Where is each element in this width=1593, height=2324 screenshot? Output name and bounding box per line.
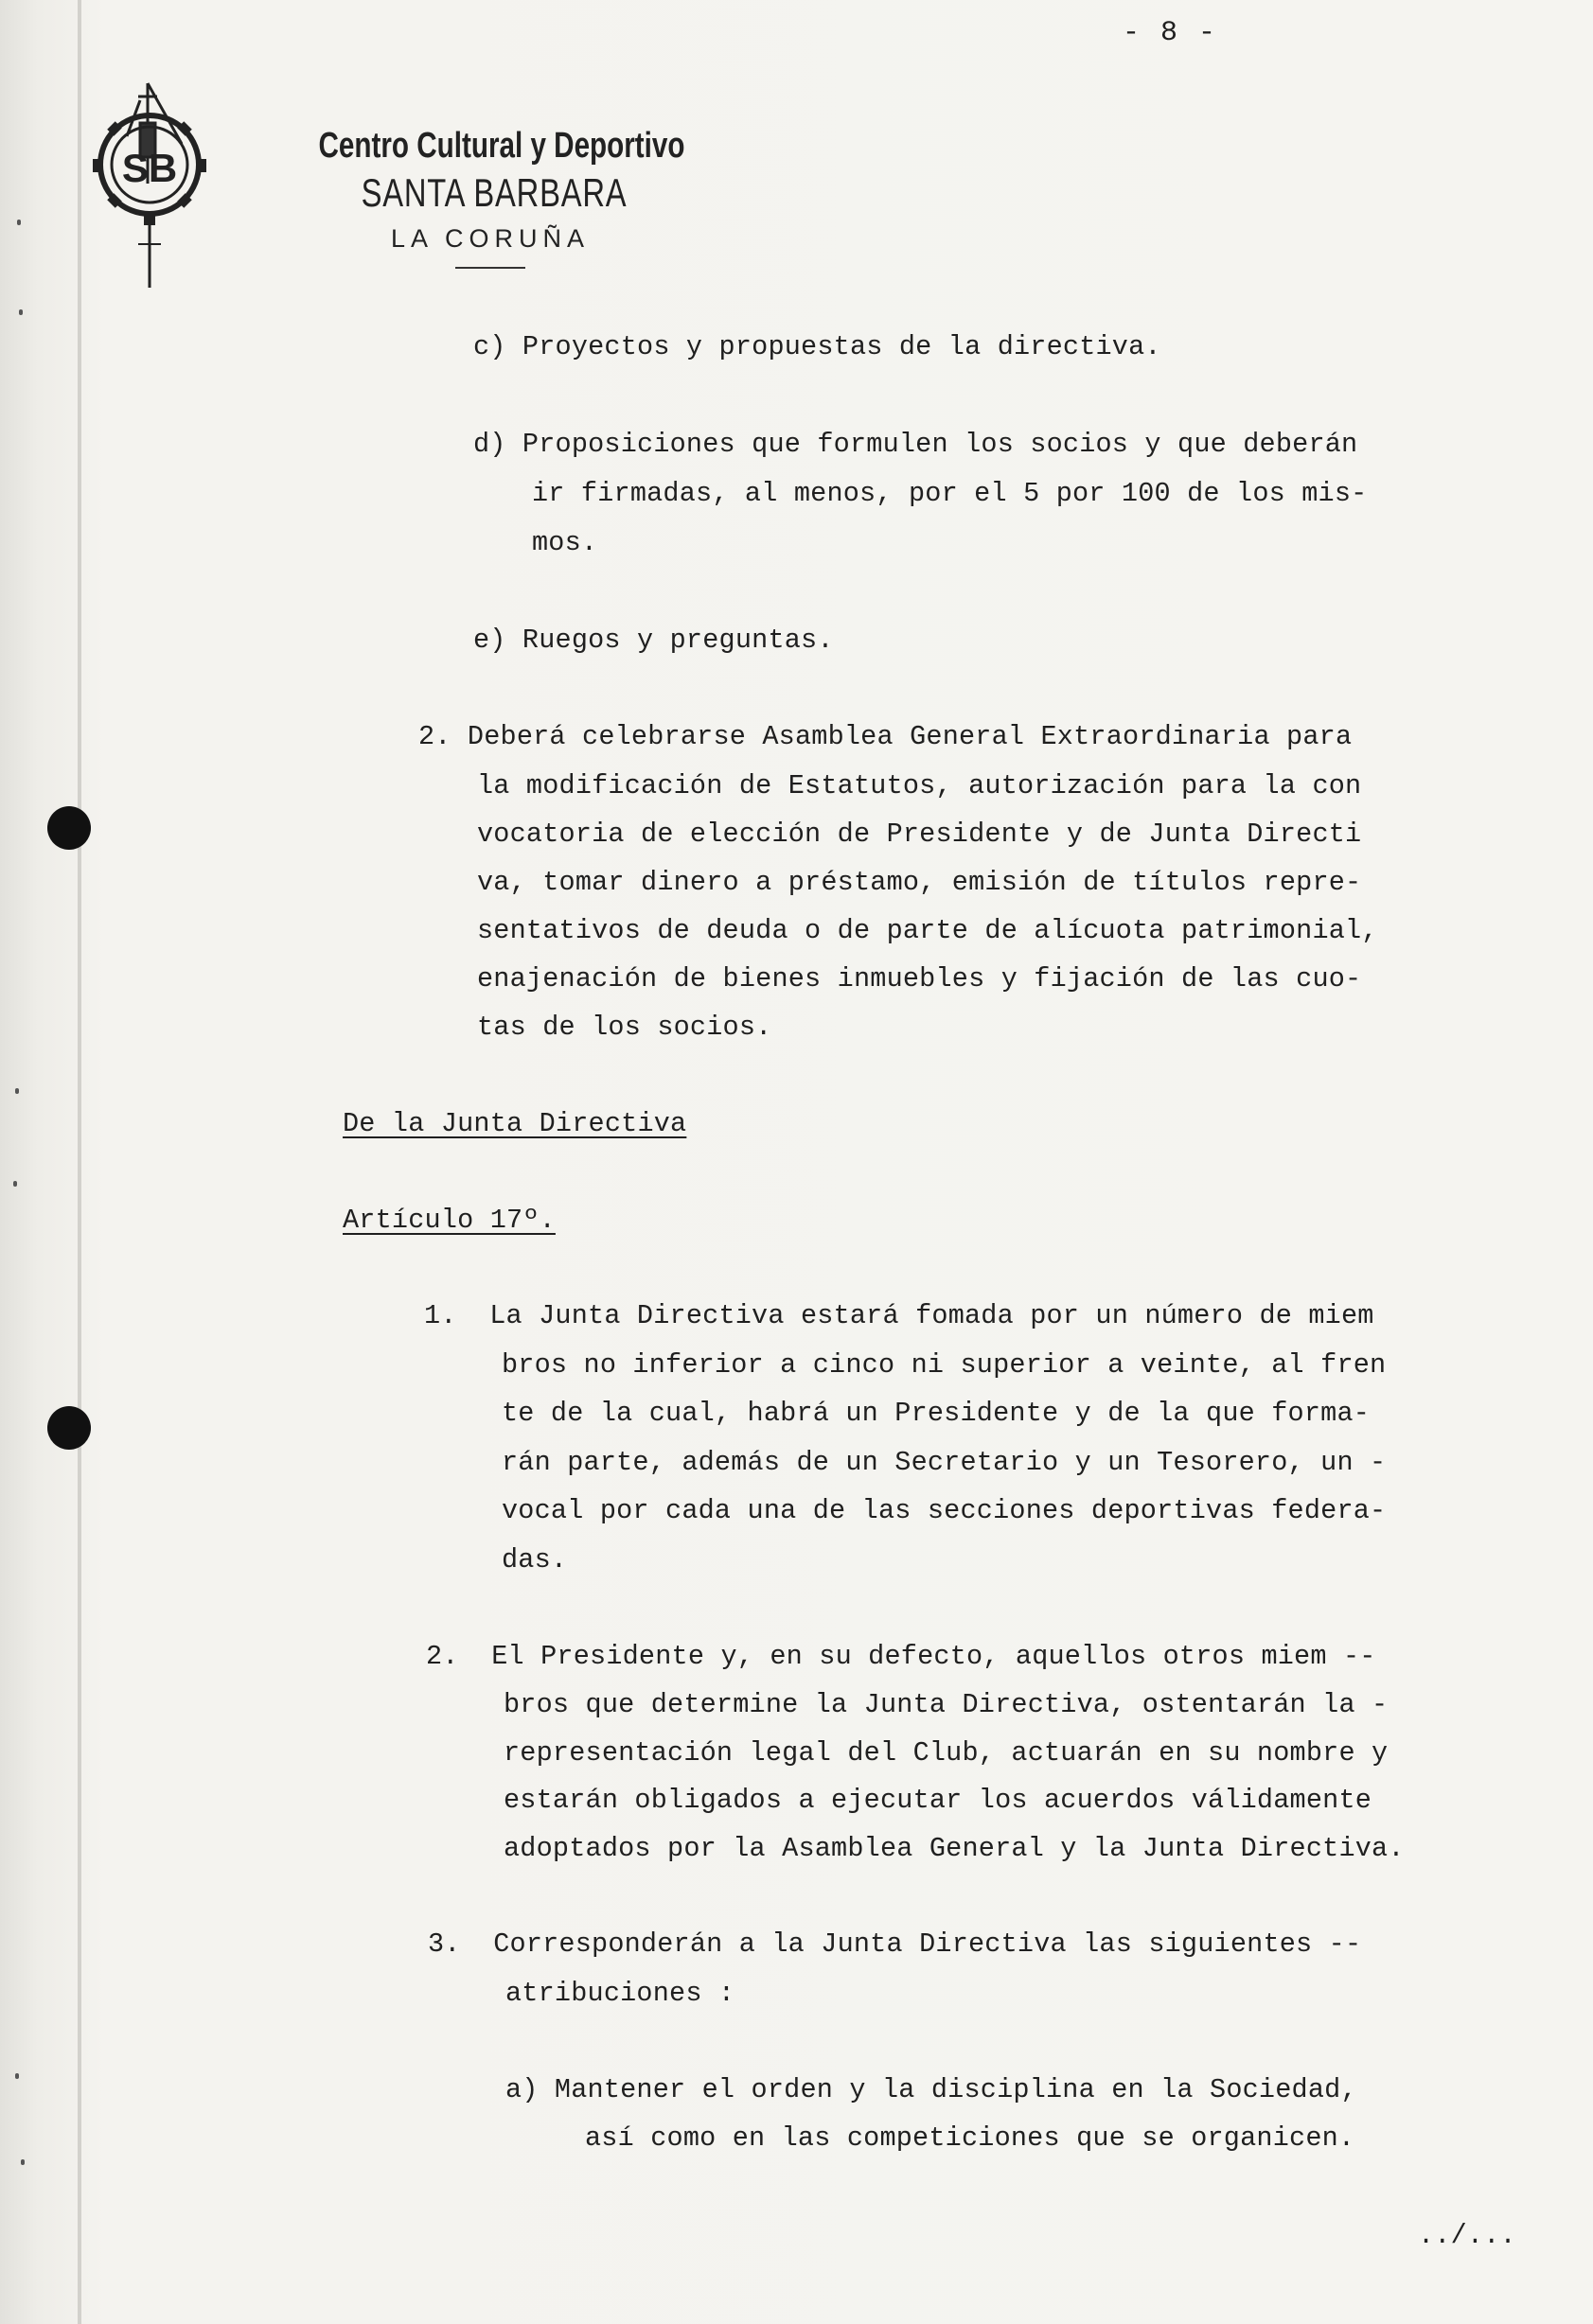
letterhead-club-name: SANTA BARBARA bbox=[361, 170, 628, 215]
article-17-item-3-line1: 3. Corresponderán a la Junta Directiva las siguientes -- bbox=[428, 1928, 1362, 1960]
item-e: e) Ruegos y preguntas. bbox=[473, 625, 834, 656]
scan-speck bbox=[21, 2159, 25, 2165]
attribution-a-line2: así como en las competiciones que se organicen. bbox=[585, 2122, 1355, 2154]
paragraph-2-line3: vocatoria de elección de Presidente y de Junta Directi bbox=[477, 819, 1362, 850]
section-heading: De la Junta Directiva bbox=[343, 1108, 687, 1139]
paragraph-2-line4: va, tomar dinero a préstamo, emisión de títulos repre- bbox=[477, 867, 1362, 898]
letterhead-club-type: Centro Cultural y Deportivo bbox=[318, 126, 685, 166]
article-17-item-2-line1: 2. El Presidente y, en su defecto, aquellos otros miem -- bbox=[426, 1641, 1376, 1672]
item-d-line1: d) Proposiciones que formulen los socios y que deberán bbox=[473, 429, 1358, 460]
article-17-item-1-line6: das. bbox=[502, 1544, 568, 1576]
item-c: c) Proyectos y propuestas de la directiva. bbox=[473, 331, 1161, 362]
article-17-item-1-line4: rán parte, además de un Secretario y un Tesorero, un - bbox=[502, 1447, 1387, 1478]
scan-speck bbox=[19, 309, 23, 315]
letterhead-city: LA CORUÑA bbox=[390, 224, 591, 253]
paragraph-2-line5: sentativos de deuda o de parte de alícuota patrimonial, bbox=[477, 915, 1378, 946]
article-17-item-3-line2: atribuciones : bbox=[505, 1978, 735, 2009]
scan-speck bbox=[17, 220, 21, 225]
svg-text:SB: SB bbox=[121, 146, 178, 190]
binding-edge bbox=[78, 0, 81, 2324]
punch-hole-top bbox=[47, 806, 91, 850]
article-17-item-1-line3: te de la cual, habrá un Presidente y de la que forma- bbox=[502, 1398, 1371, 1429]
club-emblem-icon bbox=[83, 78, 216, 293]
scan-speck bbox=[15, 1088, 19, 1094]
paragraph-2-line1: 2. Deberá celebrarse Asamblea General Extraordinaria para bbox=[418, 721, 1353, 752]
letterhead-rule bbox=[455, 267, 525, 269]
item-d-line3: mos. bbox=[532, 527, 598, 558]
article-17-item-1-line5: vocal por cada una de las secciones deportivas federa- bbox=[502, 1495, 1387, 1526]
scan-speck bbox=[15, 2073, 19, 2079]
letterhead bbox=[237, 123, 767, 269]
scan-speck bbox=[13, 1181, 17, 1187]
paragraph-2-line2: la modificación de Estatutos, autorización para la con bbox=[477, 770, 1362, 801]
article-17-item-2-line5: adoptados por la Asamblea General y la Junta Directiva. bbox=[504, 1833, 1405, 1864]
paragraph-2-line7: tas de los socios. bbox=[477, 1012, 772, 1043]
article-17-item-2-line3: representación legal del Club, actuarán en su nombre y bbox=[504, 1737, 1389, 1769]
paragraph-2-line6: enajenación de bienes inmuebles y fijación de las cuo- bbox=[477, 963, 1362, 995]
attribution-a-line1: a) Mantener el orden y la disciplina en la Sociedad, bbox=[505, 2074, 1357, 2105]
item-d-line2: ir firmadas, al menos, por el 5 por 100 de los mis- bbox=[532, 478, 1368, 509]
article-17-item-1-line2: bros no inferior a cinco ni superior a veinte, al fren bbox=[502, 1349, 1387, 1381]
continuation-mark: ../... bbox=[1418, 2220, 1516, 2251]
page-number: - 8 - bbox=[1123, 17, 1218, 49]
article-17-item-1-line1: 1. La Junta Directiva estará fomada por un número de miem bbox=[424, 1300, 1374, 1331]
article-17-item-2-line2: bros que determine la Junta Directiva, ostentarán la - bbox=[504, 1689, 1389, 1720]
punch-hole-bottom bbox=[47, 1406, 91, 1450]
article-heading: Artículo 17º. bbox=[343, 1205, 556, 1236]
article-17-item-2-line4: estarán obligados a ejecutar los acuerdos válidamente bbox=[504, 1785, 1372, 1816]
